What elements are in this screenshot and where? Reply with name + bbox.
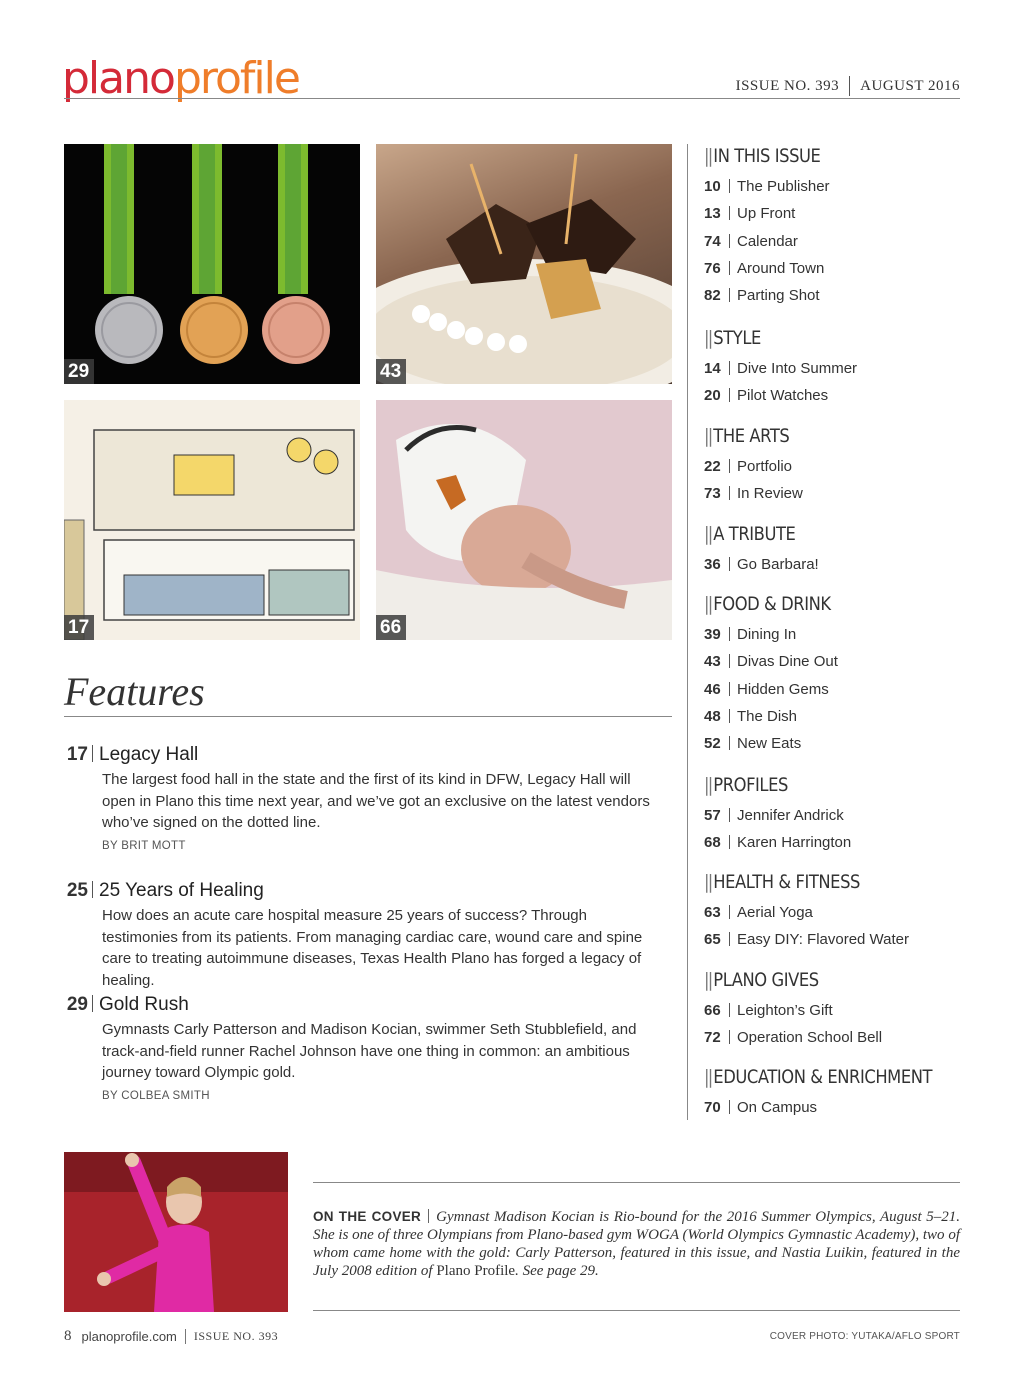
item-page: 14 xyxy=(704,360,721,377)
cover-text-end: . See page 29. xyxy=(515,1263,599,1279)
medals-photo[interactable] xyxy=(64,144,360,384)
section-list xyxy=(704,997,960,1052)
feature-heading xyxy=(64,879,654,903)
website-link[interactable]: planoprofile.com xyxy=(81,1329,177,1344)
contents-item[interactable] xyxy=(704,1094,960,1121)
photo-page-number: 29 xyxy=(64,359,94,384)
footer-issue: ISSUE NO. 393 xyxy=(193,1329,279,1343)
divider xyxy=(729,179,730,193)
section-list xyxy=(704,551,960,578)
cover-photo[interactable] xyxy=(64,1152,288,1312)
contents-item[interactable] xyxy=(704,703,960,730)
item-page: 74 xyxy=(704,232,721,250)
contents-item[interactable] xyxy=(704,899,960,926)
divider xyxy=(729,808,730,822)
divider xyxy=(185,1329,186,1344)
photo-page-number: 66 xyxy=(376,615,406,640)
double-bar-icon: || xyxy=(704,774,712,796)
contents-item[interactable] xyxy=(704,829,960,856)
food-photo[interactable] xyxy=(376,144,672,384)
feature-title[interactable]: Legacy Hall xyxy=(99,744,199,765)
item-page: 13 xyxy=(704,205,721,223)
feature-description: How does an acute care hospital measure 25 years of success? Through testimonies from its patients. From managing cardiac care, wound care and spine care to treating autoimmune diseases, Texas Health Plano has forged a legacy of healing. xyxy=(102,907,643,989)
item-label: In Review xyxy=(737,485,803,503)
divider xyxy=(729,206,730,220)
divider xyxy=(729,627,730,641)
item-page: 20 xyxy=(704,387,721,405)
double-bar-icon: || xyxy=(704,523,712,545)
section-heading xyxy=(704,773,924,797)
item-label: Leighton’s Gift xyxy=(737,1002,833,1019)
item-page: 10 xyxy=(704,178,721,195)
section-heading xyxy=(704,522,924,546)
contents-item[interactable] xyxy=(704,926,960,953)
features-rule xyxy=(64,716,672,717)
item-page: 48 xyxy=(704,707,721,725)
item-page: 46 xyxy=(704,680,721,698)
item-label: Pilot Watches xyxy=(737,387,829,405)
item-label: Hidden Gems xyxy=(737,680,829,698)
contents-item[interactable] xyxy=(704,173,960,200)
item-label: Dive Into Summer xyxy=(737,360,858,377)
cover-note xyxy=(313,1208,960,1280)
contents-section xyxy=(704,592,960,757)
section-heading xyxy=(704,326,924,350)
item-page: 36 xyxy=(704,556,721,573)
section-list xyxy=(704,621,960,757)
contents-item[interactable] xyxy=(704,648,960,675)
section-heading xyxy=(704,592,924,616)
divider xyxy=(729,654,730,668)
divider xyxy=(729,388,730,402)
divider xyxy=(729,459,730,473)
section-title: HEALTH & FITNESS xyxy=(713,871,860,893)
contents-item[interactable] xyxy=(704,228,960,255)
divider xyxy=(729,1100,730,1114)
cover-text: Gymnast Madison Kocian is Rio-bound for the 2016 Summer Olympics, August 5–21. She is one of three Olympians from Plano-based gym WOGA (World Olympics Gymnastic Academy), two of whom came home with the gold: Carly Patterson, featured in this issue, and Nastia Luikin, featured in the July 2008 edition of xyxy=(313,1209,960,1279)
cover-rule xyxy=(313,1182,960,1183)
feature-heading xyxy=(64,993,654,1017)
feature-description: The largest food hall in the state and the first of its kind in DFW, Legacy Hall will open in Plano this time next year, and we’ve got an exclusive on the latest vendors who’ve signed on the dotted line. xyxy=(102,771,650,831)
contents-item[interactable] xyxy=(704,997,960,1024)
item-page: 68 xyxy=(704,834,721,852)
divider xyxy=(92,881,93,898)
column-divider xyxy=(687,144,688,1120)
gymnast-illustration xyxy=(64,1152,288,1312)
contents-item[interactable] xyxy=(704,730,960,757)
section-title: EDUCATION & ENRICHMENT xyxy=(713,1066,933,1088)
feature-page: 25 xyxy=(66,880,88,901)
item-page: 63 xyxy=(704,904,721,921)
divider xyxy=(729,905,730,919)
item-label: Around Town xyxy=(737,259,825,277)
double-bar-icon: || xyxy=(704,145,712,167)
item-page: 57 xyxy=(704,807,721,824)
magazine-name: Plano Profile xyxy=(436,1263,516,1279)
issue-info xyxy=(736,76,960,96)
logo-plano: plano xyxy=(62,53,174,104)
section-heading xyxy=(704,870,924,894)
page-number: 8 xyxy=(64,1328,72,1344)
contents-item[interactable] xyxy=(704,802,960,829)
section-list xyxy=(704,173,960,309)
item-label: Aerial Yoga xyxy=(737,904,813,921)
item-page: 52 xyxy=(704,735,721,753)
section-heading xyxy=(704,968,924,992)
feature-item[interactable] xyxy=(64,743,654,852)
divider xyxy=(729,261,730,275)
section-list xyxy=(704,899,960,954)
divider xyxy=(849,76,850,96)
contents-item[interactable] xyxy=(704,551,960,578)
double-bar-icon: || xyxy=(704,327,712,349)
divider xyxy=(729,736,730,750)
item-label: Parting Shot xyxy=(737,287,820,305)
item-page: 70 xyxy=(704,1099,721,1116)
section-heading xyxy=(704,424,924,448)
divider xyxy=(729,361,730,375)
item-page: 22 xyxy=(704,458,721,475)
contents-item[interactable] xyxy=(704,676,960,703)
section-list xyxy=(704,1094,960,1121)
section-title: THE ARTS xyxy=(713,425,790,447)
contents-section xyxy=(704,522,960,578)
feature-byline: BY BRIT MOTT xyxy=(102,839,186,852)
divider xyxy=(729,486,730,500)
photo-credit: COVER PHOTO: YUTAKA/AFLO SPORT xyxy=(769,1331,960,1342)
item-label: Jennifer Andrick xyxy=(737,807,844,824)
section-title: FOOD & DRINK xyxy=(713,593,831,615)
feature-title[interactable]: Gold Rush xyxy=(99,994,189,1015)
contents-item[interactable] xyxy=(704,1024,960,1051)
item-label: Operation School Bell xyxy=(737,1029,883,1047)
section-title: PLANO GIVES xyxy=(713,969,819,991)
divider xyxy=(729,557,730,571)
section-title: IN THIS ISSUE xyxy=(713,145,821,167)
divider xyxy=(92,995,93,1012)
legacy-hall-sketch xyxy=(64,400,360,640)
contents-section xyxy=(704,424,960,508)
contents-section xyxy=(704,968,960,1052)
divider xyxy=(729,682,730,696)
features-heading: Features xyxy=(64,669,205,714)
section-heading xyxy=(704,144,924,168)
divider xyxy=(729,1030,730,1044)
item-label: New Eats xyxy=(737,735,802,753)
item-label: Karen Harrington xyxy=(737,834,852,852)
feature-item[interactable] xyxy=(64,993,654,1102)
contents-item[interactable] xyxy=(704,355,960,382)
item-label: Divas Dine Out xyxy=(737,653,838,671)
contents-item[interactable] xyxy=(704,621,960,648)
item-page: 73 xyxy=(704,485,721,503)
item-label: The Publisher xyxy=(737,178,830,195)
item-page: 72 xyxy=(704,1029,721,1047)
baby-illustration xyxy=(376,400,672,640)
section-title: PROFILES xyxy=(713,774,788,796)
divider xyxy=(729,1003,730,1017)
feature-heading xyxy=(64,743,654,767)
baby-photo[interactable] xyxy=(376,400,672,640)
header-rule xyxy=(64,98,960,99)
photo-page-number: 43 xyxy=(376,359,406,384)
issue-number: ISSUE NO. 393 xyxy=(735,77,840,94)
divider xyxy=(729,835,730,849)
item-label: Go Barbara! xyxy=(737,556,819,573)
section-heading xyxy=(704,1065,933,1089)
double-bar-icon: || xyxy=(704,425,712,447)
logo-profile: profile xyxy=(173,53,299,104)
feature-page: 29 xyxy=(66,994,88,1015)
item-label: Easy DIY: Flavored Water xyxy=(737,931,910,949)
divider xyxy=(729,932,730,946)
contents-item[interactable] xyxy=(704,382,960,409)
contents-item[interactable] xyxy=(704,282,960,309)
footer xyxy=(64,1328,278,1345)
item-label: On Campus xyxy=(737,1099,818,1116)
contents-section xyxy=(704,144,960,309)
divider xyxy=(729,234,730,248)
contents-section xyxy=(704,773,960,857)
item-page: 39 xyxy=(704,626,721,643)
feature-page: 17 xyxy=(66,744,88,765)
contents-section xyxy=(704,870,960,954)
double-bar-icon: || xyxy=(704,871,712,893)
cover-rule xyxy=(313,1310,960,1311)
item-label: The Dish xyxy=(737,707,798,725)
double-bar-icon: || xyxy=(704,593,712,615)
item-label: Dining In xyxy=(737,626,797,643)
section-title: A TRIBUTE xyxy=(713,523,796,545)
legacy-hall-photo[interactable] xyxy=(64,400,360,640)
section-list xyxy=(704,355,960,410)
contents-section xyxy=(704,1065,960,1121)
section-list xyxy=(704,802,960,857)
double-bar-icon: || xyxy=(704,969,712,991)
divider xyxy=(92,745,93,762)
feature-item[interactable] xyxy=(64,879,654,991)
contents-item[interactable] xyxy=(704,255,960,282)
feature-byline: BY COLBEA SMITH xyxy=(102,1089,210,1102)
item-label: Calendar xyxy=(737,232,798,250)
divider xyxy=(729,288,730,302)
issue-date: AUGUST 2016 xyxy=(860,77,960,94)
medals-illustration xyxy=(64,144,360,384)
photo-page-number: 17 xyxy=(64,615,94,640)
section-title: STYLE xyxy=(713,327,761,349)
item-page: 82 xyxy=(704,287,721,305)
item-label: Portfolio xyxy=(737,458,793,475)
divider xyxy=(729,709,730,723)
contents-item[interactable] xyxy=(704,480,960,507)
item-label: Up Front xyxy=(737,205,796,223)
item-page: 65 xyxy=(704,931,721,949)
item-page: 43 xyxy=(704,653,721,671)
item-page: 66 xyxy=(704,1002,721,1019)
section-list xyxy=(704,453,960,508)
double-bar-icon: || xyxy=(704,1066,712,1088)
cover-label: ON THE COVER xyxy=(313,1209,422,1224)
contents-item[interactable] xyxy=(704,200,960,227)
contents-item[interactable] xyxy=(704,453,960,480)
feature-title[interactable]: 25 Years of Healing xyxy=(99,880,264,901)
feature-description: Gymnasts Carly Patterson and Madison Kocian, swimmer Seth Stubblefield, and track-and-field runner Rachel Johnson have one thing in common: an ambitious journey toward Olympic gold. xyxy=(102,1021,637,1081)
food-illustration xyxy=(376,144,672,384)
item-page: 76 xyxy=(704,259,721,277)
divider xyxy=(428,1209,429,1223)
contents-section xyxy=(704,326,960,410)
